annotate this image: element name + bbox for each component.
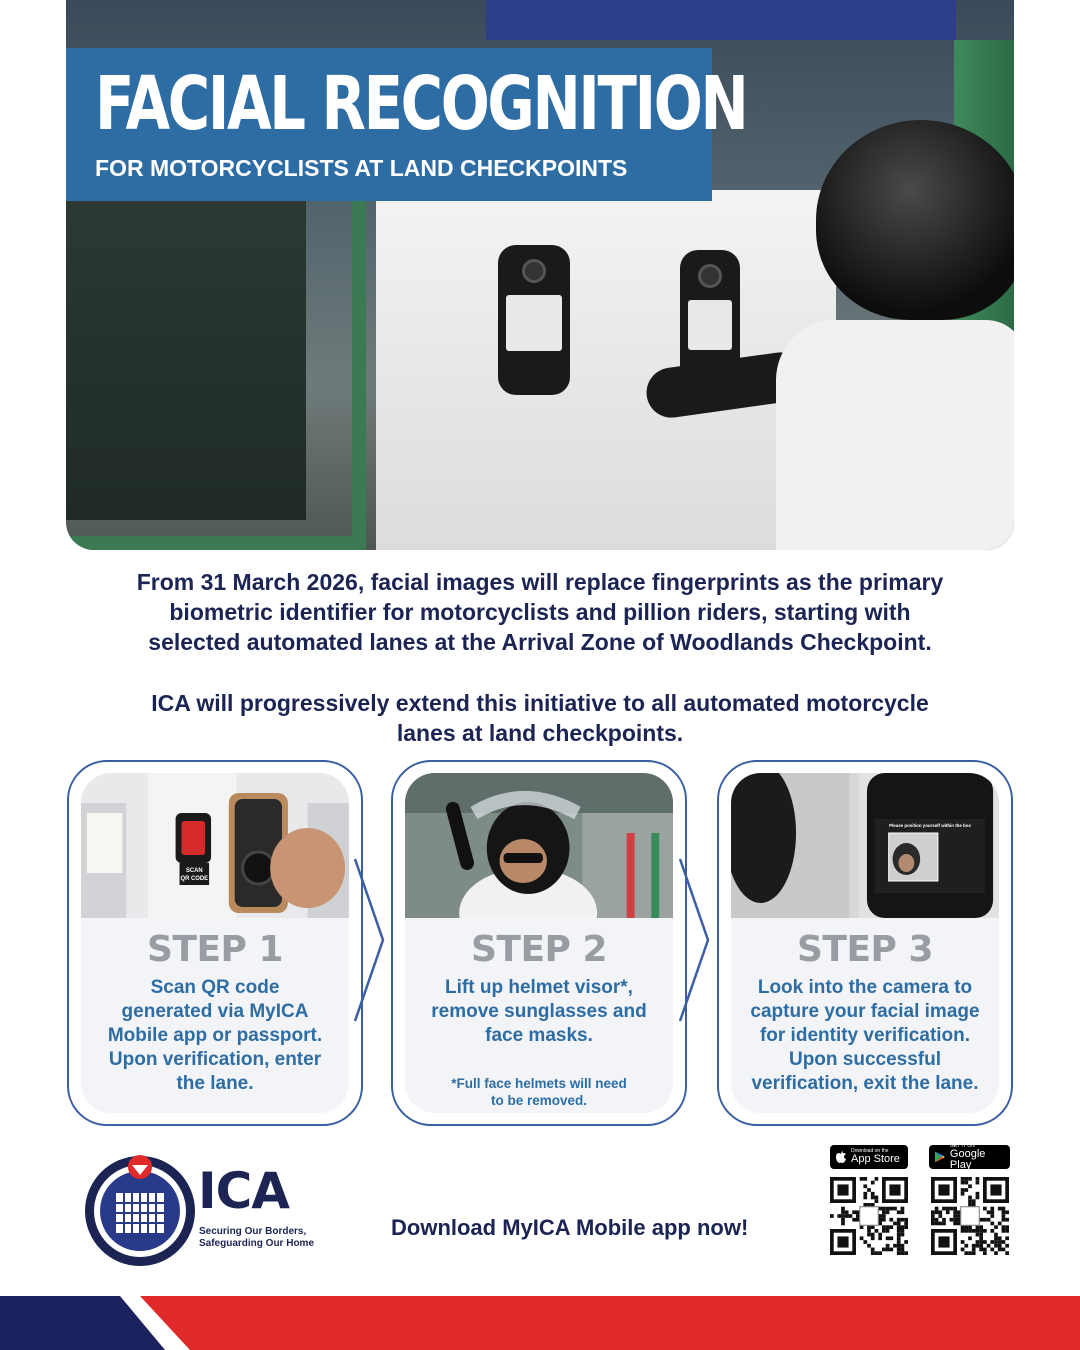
google-play-icon (935, 1151, 945, 1163)
tagline-line: Safeguarding Our Home (199, 1238, 315, 1249)
intro-line: From 31 March 2026, facial images will replace fingerprints as the primary (136, 569, 944, 595)
note-line: *Full face helmets will need (451, 1076, 627, 1091)
step-card-2 (391, 760, 687, 1126)
step-text-line: Mobile app or passport. (107, 1025, 323, 1046)
hero-kiosk-left (498, 245, 570, 395)
note-line: to be removed. (490, 1093, 588, 1108)
step-1-photo (81, 773, 349, 918)
step-card-1 (67, 760, 363, 1126)
step-card-3 (717, 760, 1013, 1126)
chevron-right-icon (351, 855, 387, 1025)
google-play-badge[interactable] (929, 1142, 1010, 1171)
tagline-line: Securing Our Borders, (199, 1226, 307, 1237)
qr-code-icon[interactable] (931, 1177, 1009, 1255)
intro-line: biometric identifier for motorcyclists and pillion riders, starting with (169, 599, 911, 625)
intro-line: lanes at land checkpoints. (396, 720, 684, 746)
page-subtitle: FOR MOTORCYCLISTS AT LAND CHECKPOINTS (95, 155, 628, 181)
step-text-line: verification, exit the lane. (751, 1073, 979, 1094)
step-text-line: Scan QR code (150, 977, 280, 998)
hero-canopy (486, 0, 956, 40)
app-store-big-text: App Store (851, 1153, 900, 1165)
intro-paragraph-1 (60, 567, 1020, 657)
intro-line: selected automated lanes at the Arrival Zone of Woodlands Checkpoint. (148, 629, 932, 655)
title-block (66, 48, 747, 201)
step-text-line: generated via MyICA (121, 1001, 309, 1022)
step-text-line: for identity verification. (759, 1025, 971, 1046)
step-text-line: the lane. (176, 1073, 254, 1094)
step-2-description (415, 976, 663, 1048)
step-text-line: Lift up helmet visor*, (445, 977, 633, 998)
hero-booth-frame (66, 180, 366, 550)
step-text-line: capture your facial image (750, 1001, 980, 1022)
step-text-line: Upon successful (788, 1049, 942, 1070)
google-play-big-text: Google Play (949, 1147, 986, 1171)
chevron-right-icon (676, 855, 712, 1025)
qr-code-icon[interactable] (830, 1177, 908, 1255)
ica-logo-text: ICA (198, 1162, 289, 1220)
scan-label-line2: QR CODE (180, 875, 209, 883)
download-prompt: Download MyICA Mobile app now! (391, 1215, 749, 1240)
step-2-photo (405, 773, 673, 918)
page-title: FACIAL RECOGNITION (95, 61, 747, 147)
step-1-label: STEP 1 (146, 929, 284, 970)
hero-rider (756, 120, 1014, 550)
step-3-photo (731, 773, 999, 918)
bottom-color-band (0, 1296, 1080, 1350)
intro-paragraph-2 (60, 688, 1020, 748)
app-store-small-text: Download on the (851, 1148, 889, 1154)
app-store-badge[interactable] (830, 1145, 908, 1169)
step-3-label: STEP 3 (796, 929, 934, 970)
intro-line: ICA will progressively extend this initiative to all automated motorcycle (151, 690, 929, 716)
scan-label-line1: SCAN (185, 867, 203, 875)
ica-tagline (199, 1226, 314, 1250)
step-3-description (741, 976, 989, 1096)
kiosk-screen-prompt: Please position yourself within the box (889, 822, 971, 829)
step-text-line: remove sunglasses and (431, 1001, 647, 1022)
step-text-line: face masks. (485, 1025, 593, 1046)
step-text-line: Look into the camera to (757, 977, 973, 998)
google-play-small-text: GET IT ON (949, 1142, 975, 1149)
step-1-description (91, 976, 339, 1096)
step-2-label: STEP 2 (470, 929, 608, 970)
apple-icon (836, 1151, 846, 1163)
step-text-line: Upon verification, enter (108, 1049, 322, 1070)
step-2-note (435, 1075, 643, 1109)
ica-crest-icon (80, 1153, 200, 1268)
